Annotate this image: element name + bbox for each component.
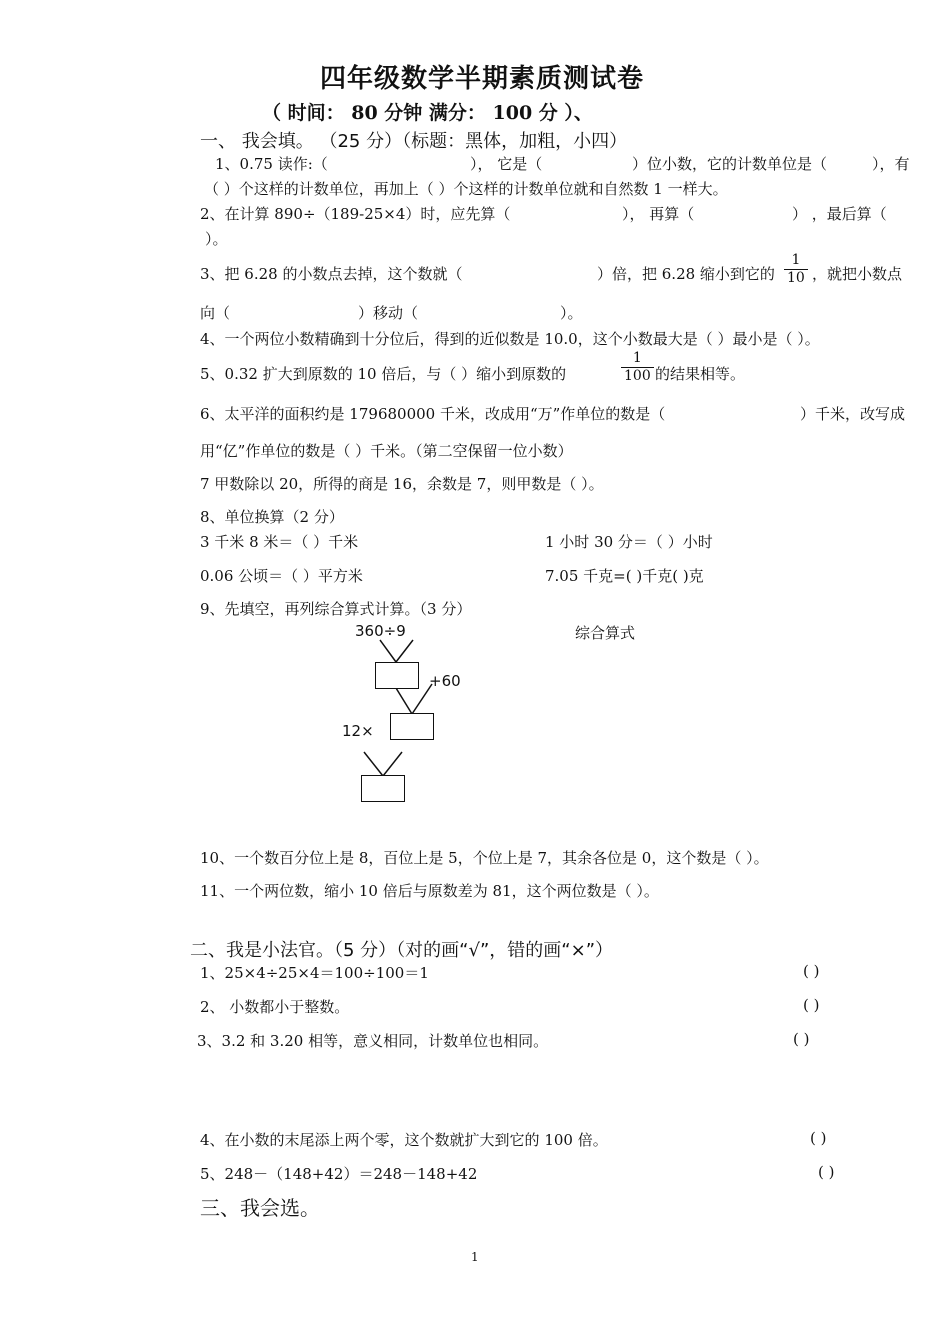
q5-part-a: 5、0.32 扩大到原数的 10 倍后，与（ ）缩小到原数的 — [200, 365, 567, 383]
q9-top-expression: 360÷9 — [355, 622, 406, 640]
q2-part-a: 2、在计算 890÷（189-25×4）时，应先算（ — [200, 205, 511, 223]
q2-part-b: ）， 再算（ — [622, 205, 695, 223]
judge-answer-4[interactable]: ( ) — [810, 1129, 827, 1147]
q5-fraction-numerator: 1 — [621, 350, 654, 368]
q3-fraction-numerator: 1 — [784, 252, 808, 270]
q8-item4: 7.05 千克=( )千克( )克 — [545, 567, 704, 585]
q9-line-2 — [396, 640, 413, 662]
q9-plus-60: +60 — [429, 672, 461, 690]
q3-line2-a: 向（ — [200, 304, 231, 322]
q7: 7 甲数除以 20，所得的商是 16，余数是 7，则甲数是（ ）。 — [200, 475, 604, 493]
q3-part-b: ）倍，把 6.28 缩小到它的 — [597, 265, 775, 283]
q6-line2: 用“亿”作单位的数是（ ）千米。（第二空保留一位小数） — [200, 442, 573, 460]
section3-heading: 三、我会选。 — [200, 1196, 320, 1220]
page-number: 1 — [471, 1250, 479, 1264]
q6-part-b: ）千米，改写成 — [800, 405, 906, 423]
q8-item3: 0.06 公顷＝（ ）平方米 — [200, 567, 363, 585]
q9-line-3 — [396, 688, 412, 714]
q9-comprehensive-label: 综合算式 — [575, 624, 636, 642]
q2-part-c: ） ，最后算（ — [792, 205, 887, 223]
q3-part-c: ，就把小数点 — [812, 265, 903, 283]
q9-answer-box-1[interactable] — [375, 662, 419, 689]
q6-part-a: 6、太平洋的面积约是 179680000 千米，改成用“万”作单位的数是（ — [200, 405, 666, 423]
q8-heading: 8、单位换算（2 分） — [200, 508, 344, 526]
q4: 4、一个两位小数精确到十分位后，得到的近似数是 10.0，这个小数最大是（ ）最小是（ ）。 — [200, 330, 820, 348]
q9-line-5 — [364, 752, 383, 776]
section1-heading: 一、 我会填。 （25 分）（标题：黑体，加粗，小四） — [200, 131, 628, 152]
q1-part-a: 1、0.75 读作:（ — [215, 155, 328, 173]
q3-fraction-denominator: 10 — [787, 269, 805, 286]
q8-item1: 3 千米 8 米＝（ ）千米 — [200, 533, 359, 551]
q1-part-b: ）， 它是（ — [470, 155, 543, 173]
q9-heading: 9、先填空，再列综合算式计算。（3 分） — [200, 600, 472, 618]
q9-answer-box-2[interactable] — [390, 713, 434, 740]
judge-item-4: 4、在小数的末尾添上两个零，这个数就扩大到它的 100 倍。 — [200, 1131, 608, 1149]
judge-answer-3[interactable]: ( ) — [793, 1030, 810, 1048]
judge-answer-5[interactable]: ( ) — [818, 1163, 835, 1181]
q5-fraction-denominator: 100 — [624, 367, 651, 384]
q9-answer-box-3[interactable] — [361, 775, 405, 802]
section2-heading: 二、我是小法官。（5 分）（对的画“√”，错的画“×”） — [190, 940, 614, 961]
page-title: 四年级数学半期素质测试卷 — [320, 64, 645, 94]
q9-line-1 — [380, 640, 396, 662]
q3-fraction — [781, 252, 811, 287]
judge-item-5: 5、248－（148+42）＝248－148+42 — [200, 1165, 478, 1183]
q1-part-c: ）位小数，它的计数单位是（ — [632, 155, 828, 173]
judge-item-2: 2、 小数都小于整数。 — [200, 998, 350, 1016]
q3-part-a: 3、把 6.28 的小数点去掉，这个数就（ — [200, 265, 463, 283]
q2-line2: ）。 — [205, 230, 228, 248]
q1-line2: （ ）个这样的计数单位，再加上（ ）个这样的计数单位就和自然数 1 一样大。 — [204, 180, 728, 198]
q1-part-d: ），有 — [872, 155, 910, 173]
q9-times-12: 12× — [342, 722, 374, 740]
q3-line2-b: ）移动（ — [358, 304, 419, 322]
q5-fraction — [618, 350, 657, 385]
exam-subtitle: （ 时间： 80 分钟 满分： 100 分 ）、 — [262, 102, 593, 124]
judge-answer-2[interactable]: ( ) — [803, 996, 820, 1014]
judge-item-1: 1、25×4÷25×4＝100÷100＝1 — [200, 964, 429, 982]
judge-answer-1[interactable]: ( ) — [803, 962, 820, 980]
judge-item-3: 3、3.2 和 3.20 相等，意义相同，计数单位也相同。 — [197, 1032, 549, 1050]
q11: 11、一个两位数，缩小 10 倍后与原数差为 81，这个两位数是（ ）。 — [200, 882, 659, 900]
q5-part-b: 的结果相等。 — [655, 365, 746, 383]
q3-line2-c: ）。 — [560, 304, 583, 322]
q10: 10、一个数百分位上是 8，百位上是 5，个位上是 7，其余各位是 0，这个数是（ ）。 — [200, 849, 769, 867]
q9-line-6 — [383, 752, 402, 776]
q8-item2: 1 小时 30 分＝（ ）小时 — [545, 533, 713, 551]
